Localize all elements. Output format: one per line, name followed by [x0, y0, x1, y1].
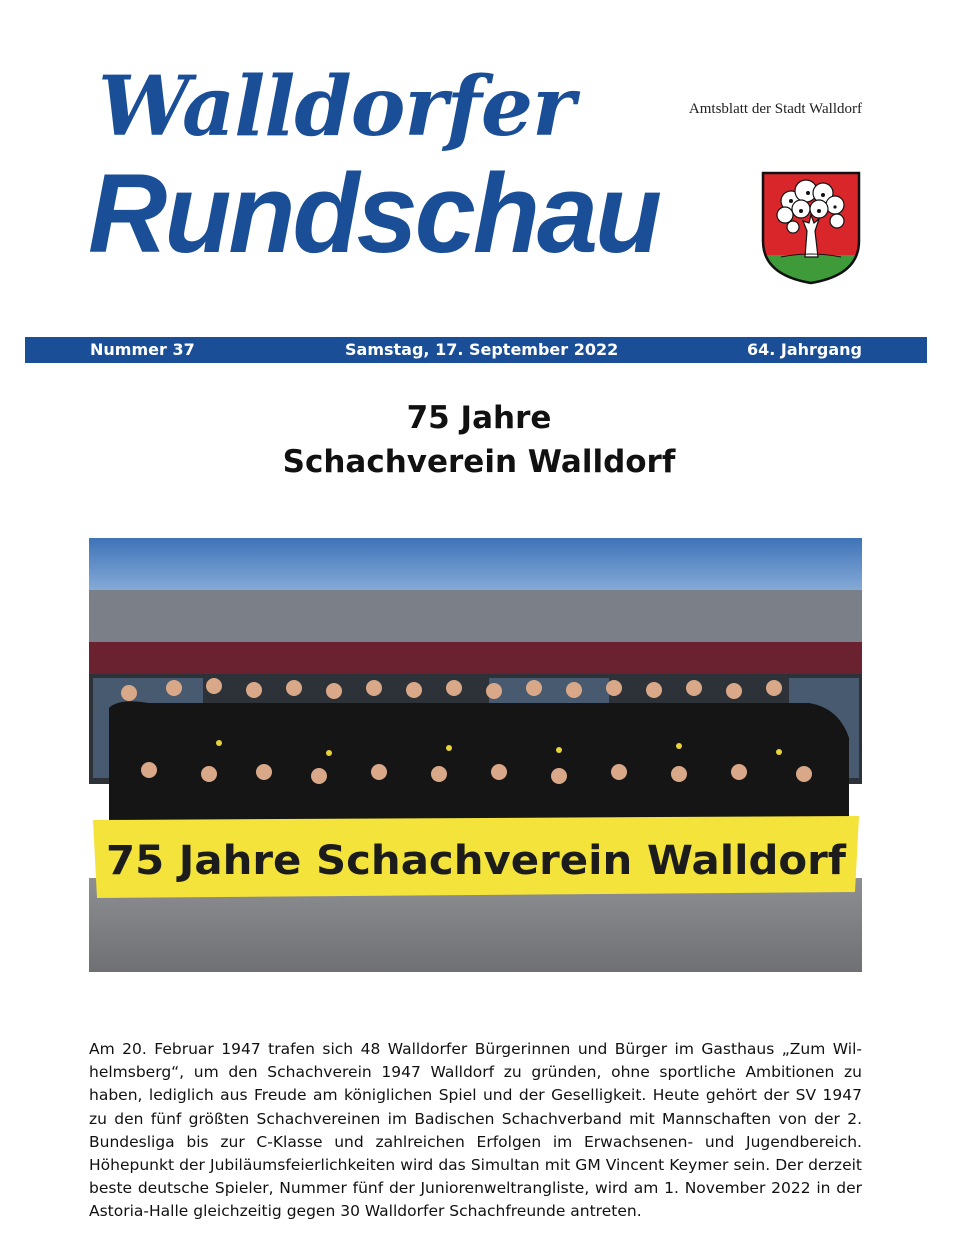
issue-number: Nummer 37	[90, 340, 195, 359]
group-photo	[89, 538, 862, 972]
masthead-title-line2: Rundschau	[88, 151, 660, 276]
article-body: Am 20. Februar 1947 trafen sich 48 Walldorfer Bürgerinnen und Bürger im Gasthaus „Zum Wilhelmsberg“, um den Schachverein 1947 Walldorf zu gründen, ohne sportliche Ambitionen zu haben, lediglich aus Freude am königlichen Spiel und der Geselligkeit. Heute gehört der SV 1947 zu den fünf größten Schachvereinen im Badischen Schachverband mit Mannschaften von der 2. Bundesliga bis zur C-Klasse und zahlreichen Erfolgen im Erwachsenen- und Jugendbereich. Höhepunkt der Jubiläumsfeierlichkeiten wird das Simultan mit GM Vincent Keymer sein. Der derzeit beste deutsche Spieler, Nummer fünf der Juniorenweltrangliste, wird am 1. November 2022 in der Astoria-Halle gleichzeitig gegen 30 Walldorfer Schachfreunde antreten.	[89, 1040, 862, 1221]
masthead-subtitle: Amtsblatt der Stadt Walldorf	[688, 101, 862, 117]
masthead-title-line1: Walldorfer	[98, 59, 575, 155]
headline-line2: Schachverein Walldorf	[282, 444, 676, 480]
coat-of-arms-icon	[761, 171, 861, 285]
headline-line1: 75 Jahre	[406, 400, 552, 436]
banner-text: 75 Jahre Schachverein Walldorf	[106, 838, 847, 884]
issue-info-bar	[25, 337, 927, 363]
headline	[0, 396, 958, 484]
issue-volume: 64. Jahrgang	[746, 340, 862, 359]
issue-date: Samstag, 17. September 2022	[345, 340, 619, 359]
